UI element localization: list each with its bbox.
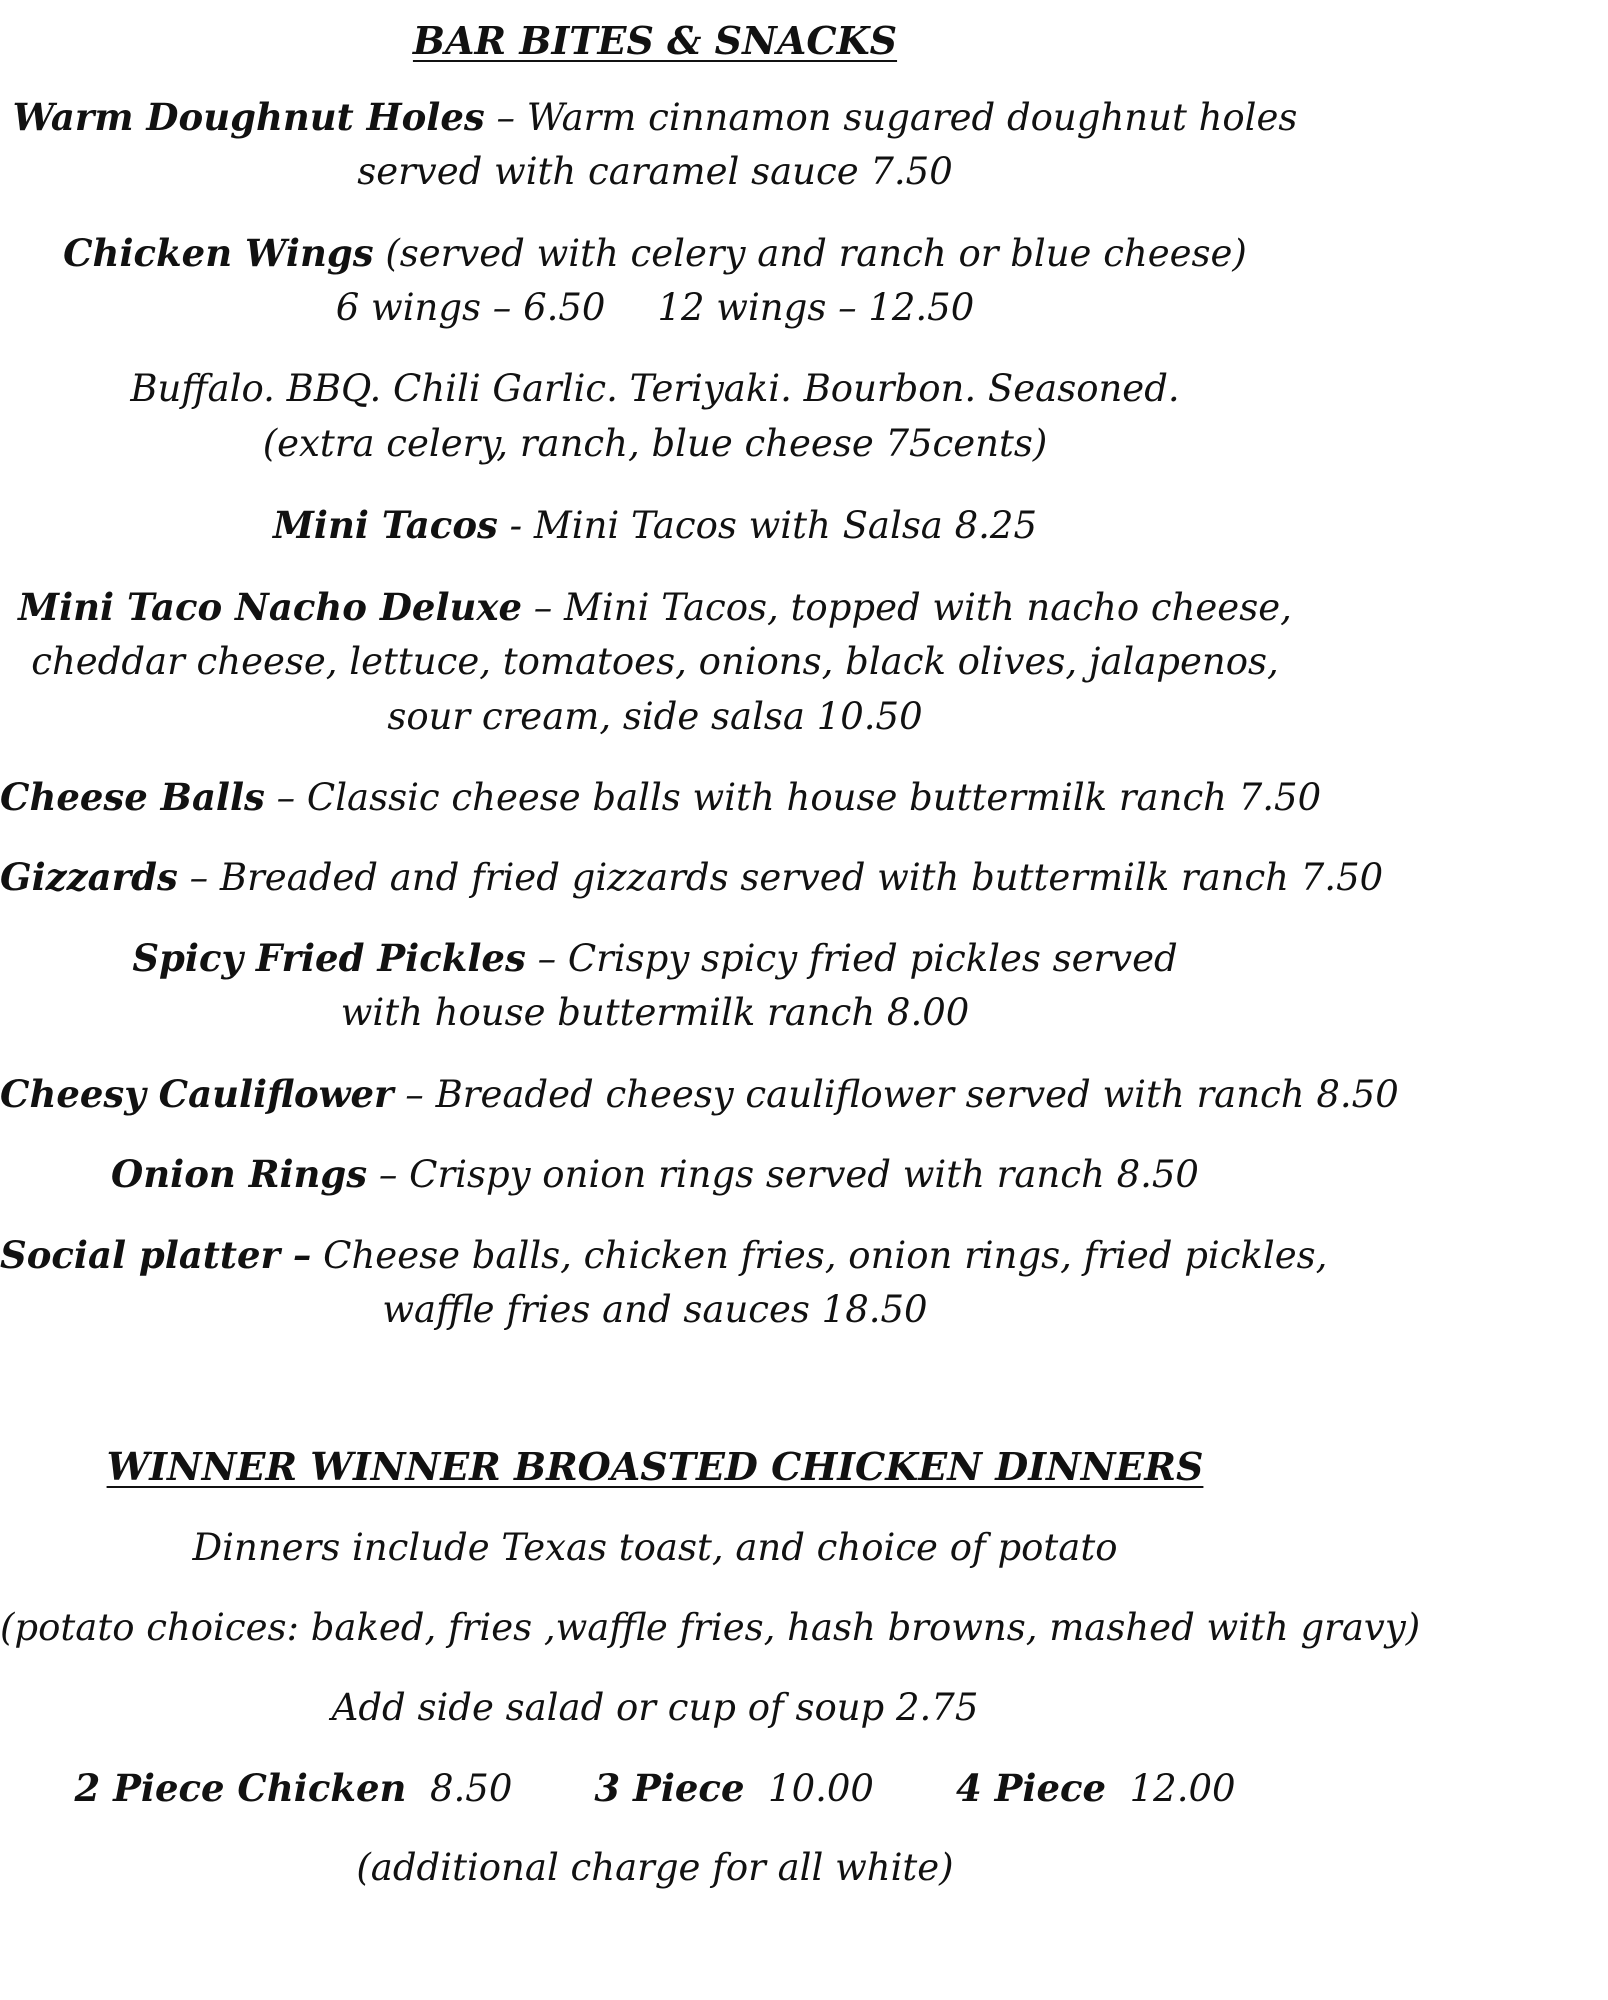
option-name-4-piece: 4 Piece [955, 1766, 1107, 1810]
item-description-cont: sour cream, side salsa 10.50 [387, 695, 923, 738]
option-name-2-piece: 2 Piece Chicken [74, 1766, 407, 1810]
item-name: Gizzards [0, 855, 178, 899]
item-name: Spicy Fried Pickles [132, 936, 526, 980]
item-separator: - [497, 504, 534, 547]
wing-extras: (extra celery, ranch, blue cheese 75cents) [262, 422, 1048, 465]
section-heading-bar-bites: BAR BITES & SNACKS [412, 18, 898, 63]
item-description: (served with celery and ranch or blue cheese) [385, 232, 1247, 275]
dinner-includes: Dinners include Texas toast, and choice of potato [192, 1526, 1118, 1569]
wing-size-6: 6 wings – 6.50 [335, 286, 606, 329]
item-separator: – [522, 586, 565, 629]
option-price-3-piece: 10.00 [768, 1767, 874, 1810]
item-description-cont: with house buttermilk ranch 8.00 [340, 991, 970, 1034]
menu-item-mini-tacos [0, 498, 1310, 553]
wing-size-12: 12 wings – 12.50 [657, 286, 975, 329]
item-name: Onion Rings [111, 1152, 368, 1196]
menu-item-mini-taco-nacho-deluxe [0, 580, 1310, 635]
item-description: Breaded and fried gizzards served with buttermilk ranch 7.50 [219, 856, 1384, 899]
item-separator: – [177, 856, 220, 899]
all-white-note: (additional charge for all white) [356, 1846, 954, 1889]
menu-item-cheese-balls [0, 770, 1322, 825]
chicken-piece-options [0, 1761, 1310, 1816]
item-description: Crispy spicy fried pickles served [567, 937, 1178, 980]
wing-sizes [0, 281, 1310, 335]
item-description-cont: waffle fries and sauces 18.50 [382, 1288, 928, 1331]
add-side-option: Add side salad or cup of soup 2.75 [331, 1686, 979, 1729]
item-name: Social platter – [0, 1233, 312, 1277]
menu-item-onion-rings [0, 1147, 1310, 1202]
item-name: Mini Taco Nacho Deluxe [18, 585, 523, 629]
item-name: Warm Doughnut Holes [12, 95, 485, 139]
item-separator: – [393, 1073, 436, 1116]
section-heading-chicken-dinners: WINNER WINNER BROASTED CHICKEN DINNERS [106, 1444, 1204, 1489]
menu-item-social-platter [0, 1228, 1328, 1283]
item-description: Breaded cheesy cauliflower served with ranch 8.50 [435, 1073, 1399, 1116]
potato-choices: (potato choices: baked, fries ,waffle fries, hash browns, mashed with gravy) [0, 1606, 1421, 1649]
wing-flavors: Buffalo. BBQ. Chili Garlic. Teriyaki. Bourbon. Seasoned. [130, 367, 1180, 410]
menu-item-warm-doughnut-holes [0, 90, 1310, 145]
item-description: Mini Tacos, topped with nacho cheese, [564, 586, 1292, 629]
item-description: Classic cheese balls with house buttermilk ranch 7.50 [306, 776, 1322, 819]
item-name: Cheese Balls [0, 775, 265, 819]
item-description: Cheese balls, chicken fries, onion rings, fried pickles, [323, 1234, 1328, 1277]
item-name: Cheesy Cauliflower [0, 1072, 394, 1116]
item-separator [311, 1234, 323, 1277]
item-separator: – [525, 937, 568, 980]
option-price-4-piece: 12.00 [1129, 1767, 1236, 1810]
item-separator [374, 232, 386, 275]
item-description: Mini Tacos with Salsa 8.25 [533, 504, 1038, 547]
item-name: Chicken Wings [63, 231, 374, 275]
item-description: Warm cinnamon sugared doughnut holes [526, 96, 1298, 139]
item-description: Crispy onion rings served with ranch 8.50 [409, 1153, 1199, 1196]
item-separator: – [484, 96, 527, 139]
menu-item-gizzards [0, 850, 1384, 905]
item-separator: – [264, 776, 307, 819]
option-name-3-piece: 3 Piece [594, 1766, 745, 1810]
item-description-cont: cheddar cheese, lettuce, tomatoes, onions, black olives, jalapenos, [31, 640, 1279, 683]
item-separator: – [367, 1153, 410, 1196]
menu-item-spicy-fried-pickles [0, 931, 1310, 986]
menu-item-cheesy-cauliflower [0, 1067, 1399, 1122]
menu-item-chicken-wings [0, 226, 1310, 281]
item-name: Mini Tacos [272, 503, 498, 547]
option-price-2-piece: 8.50 [429, 1767, 513, 1810]
item-description-cont: served with caramel sauce 7.50 [357, 150, 953, 193]
